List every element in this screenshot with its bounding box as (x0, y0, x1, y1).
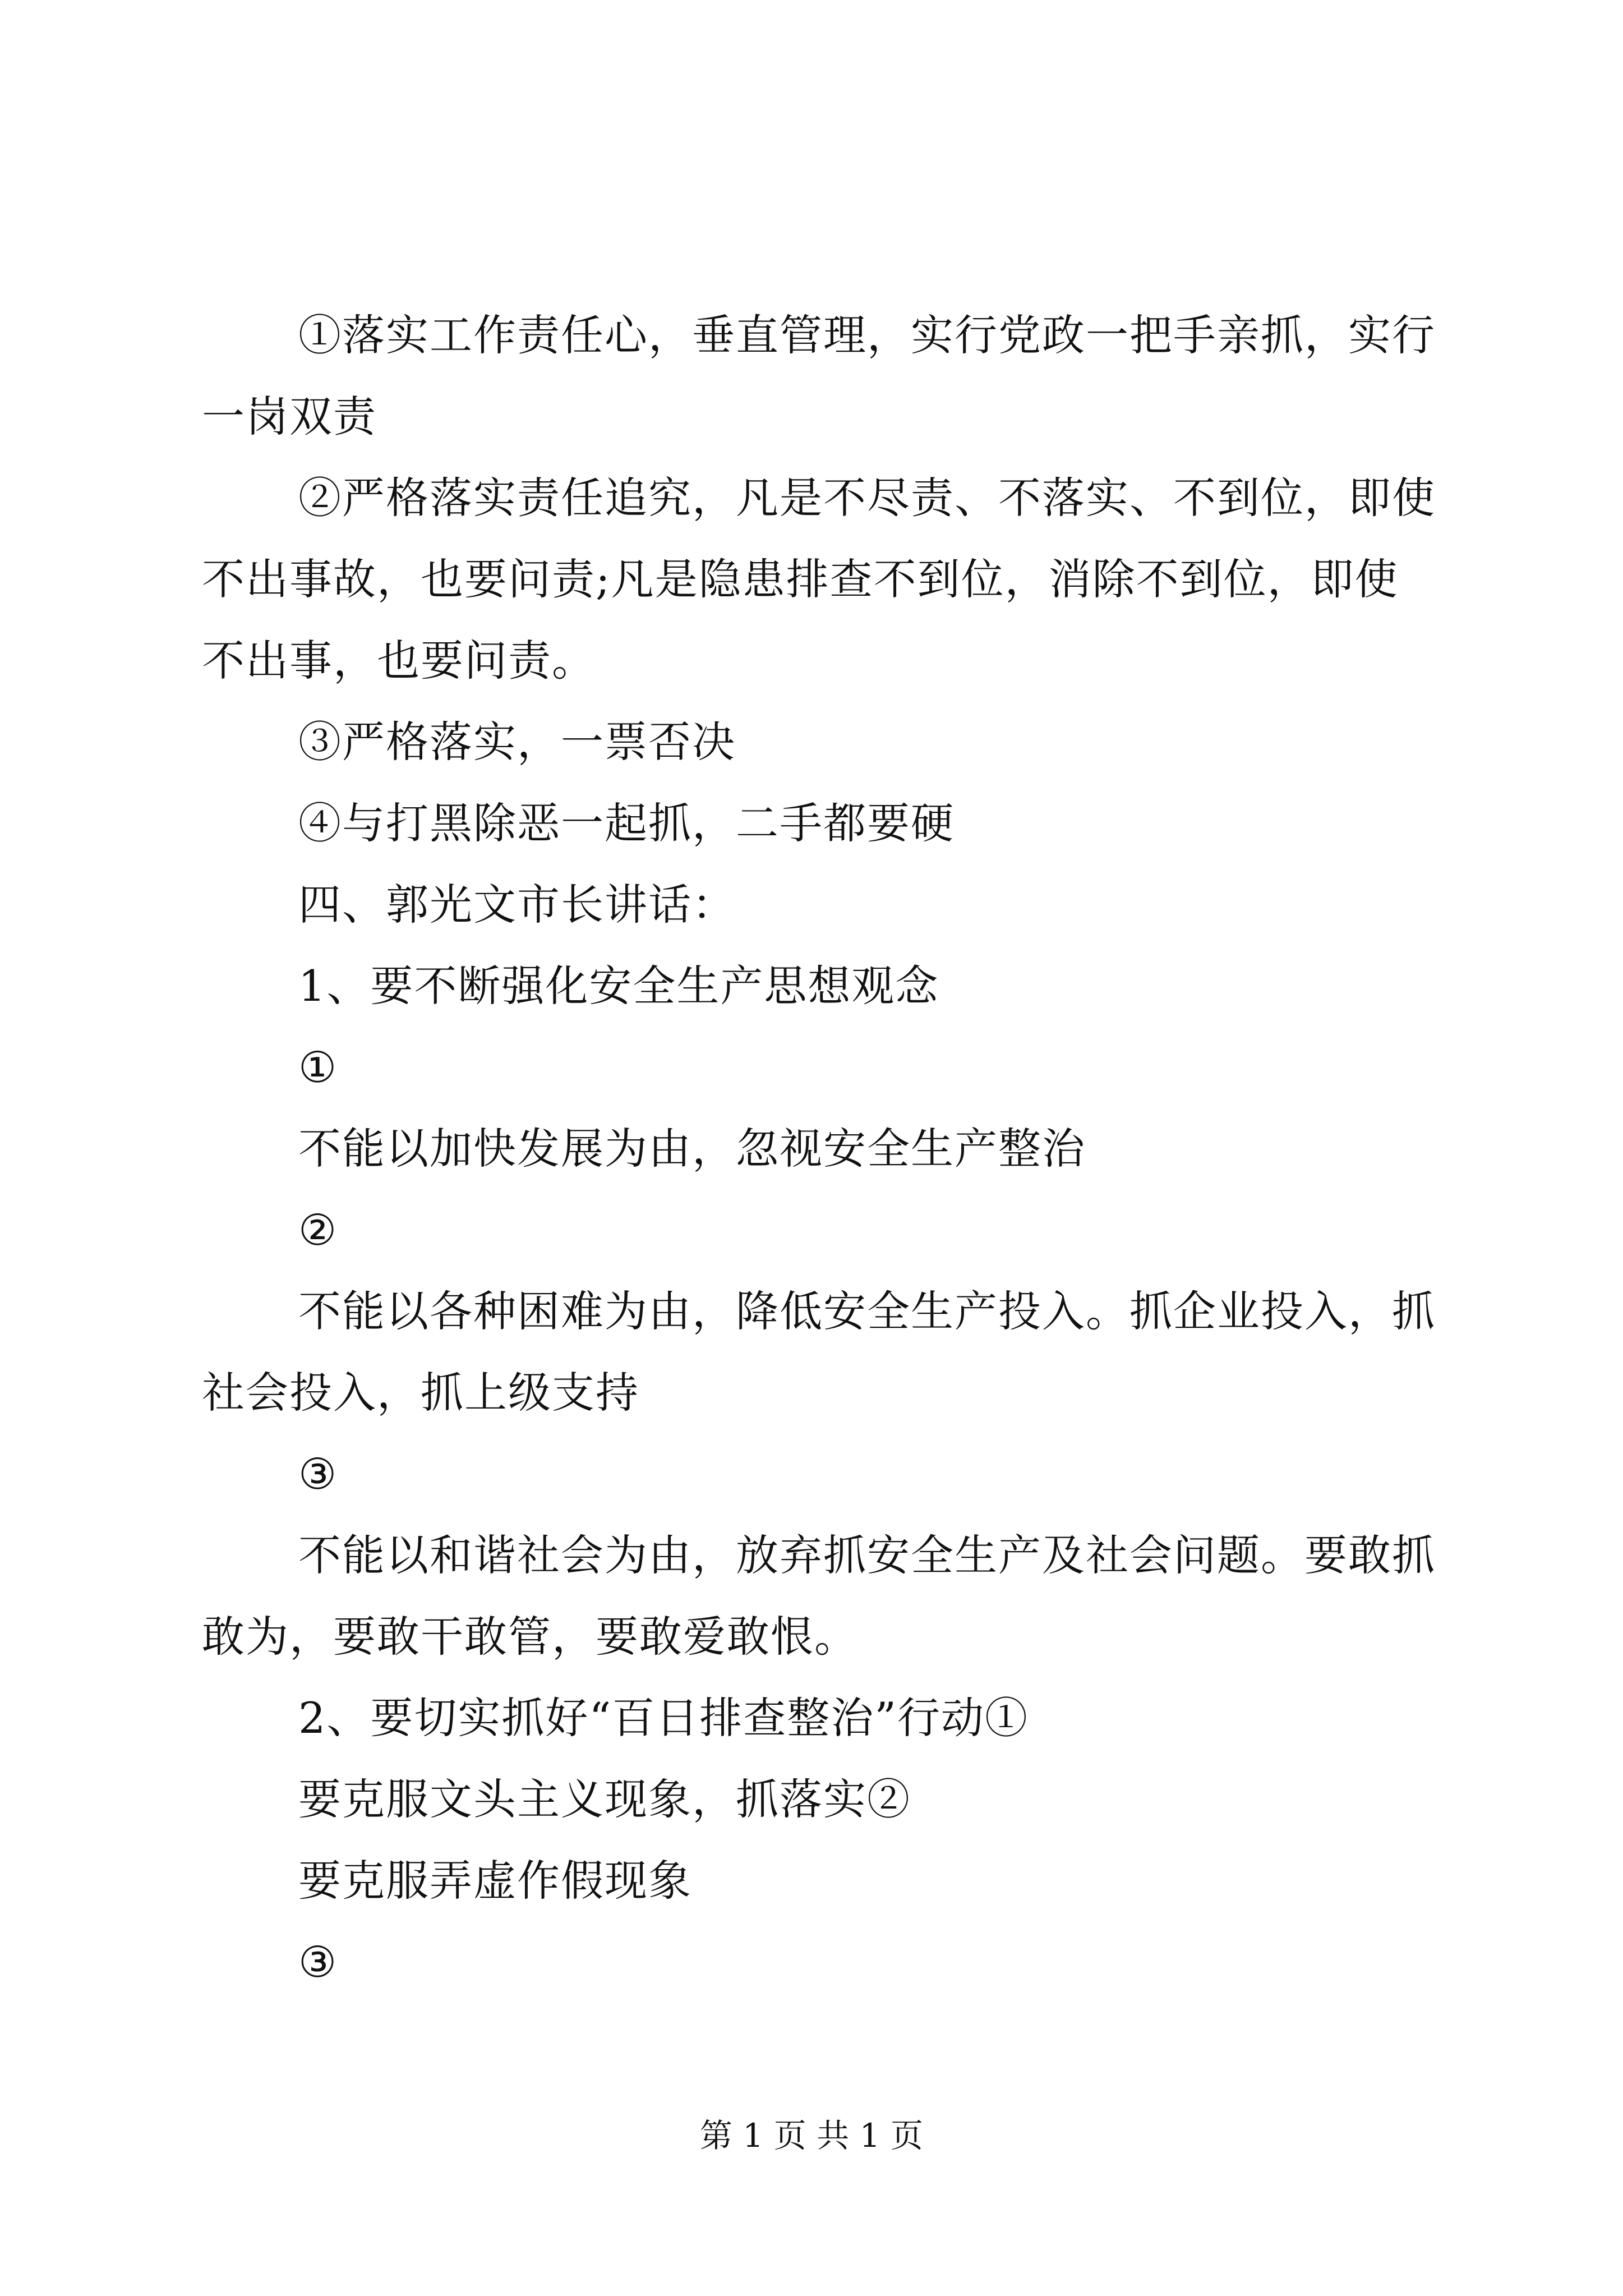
text-line: ③ (298, 1937, 338, 1987)
text-line: ③严格落实，一票否决 (298, 717, 736, 767)
text-line: ③ (298, 1449, 338, 1499)
text-line: ① (298, 1042, 338, 1092)
text-line: 敢为，要敢干敢管，要敢爱敢恨。 (202, 1612, 858, 1662)
text-line: ①落实工作责任心，垂直管理，实行党政一把手亲抓，实行 (298, 310, 1436, 360)
text-line: 社会投入，抓上级支持 (202, 1368, 639, 1418)
section-heading: 四、郭光文市长讲话： (298, 880, 736, 930)
subsection-heading: 1、要不断强化安全生产思想观念 (298, 961, 939, 1011)
text-line: 不能以各种困难为由，降低安全生产投入。抓企业投入，抓 (298, 1286, 1436, 1336)
text-line: 不能以加快发展为由，忽视安全生产整治 (298, 1124, 1086, 1174)
subsection-heading: 2、要切实抓好“百日排查整治”行动① (298, 1693, 1029, 1743)
text-line: 不出事故，也要问责;凡是隐患排查不到位，消除不到位，即使 (202, 554, 1399, 604)
text-line: ④与打黑除恶一起抓，二手都要硬 (298, 798, 955, 848)
text-line: 一岗双责 (202, 392, 377, 441)
page-footer: 第 1 页 共 1 页 (700, 2116, 923, 2155)
text-line: 要克服弄虚作假现象 (298, 1856, 692, 1906)
text-line: ②严格落实责任追究，凡是不尽责、不落实、不到位，即使 (298, 473, 1436, 523)
text-line: 不出事，也要问责。 (202, 636, 596, 685)
text-line: 要克服文头主义现象，抓落实② (298, 1774, 911, 1824)
text-line: 不能以和谐社会为由，放弃抓安全生产及社会问题。要敢抓 (298, 1530, 1436, 1580)
text-line: ② (298, 1205, 338, 1255)
